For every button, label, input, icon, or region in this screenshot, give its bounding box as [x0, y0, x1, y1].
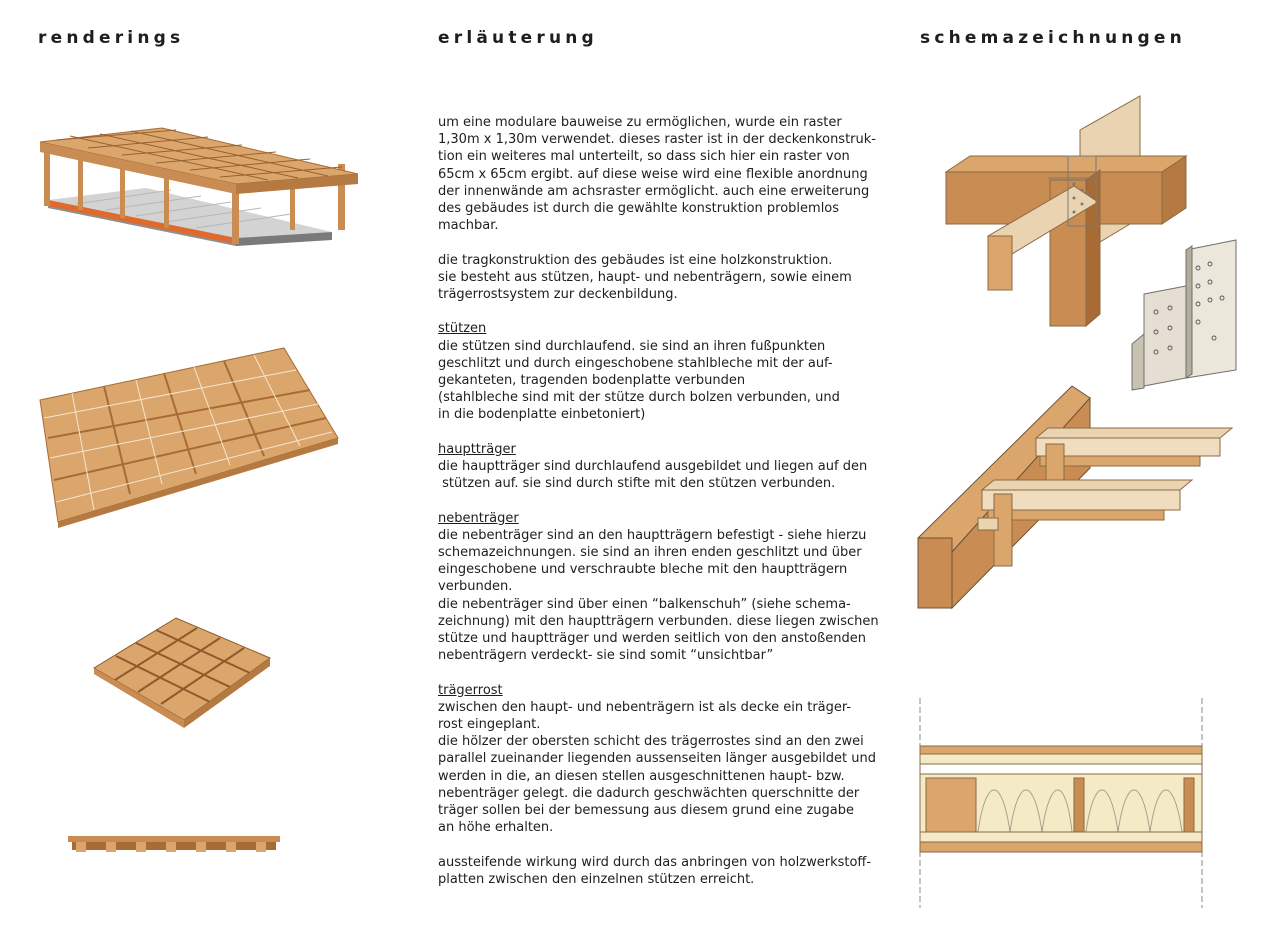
text-line: tion ein weiteres mal unterteilt, so dass sich hier ein raster von [438, 149, 850, 165]
text-line: träger sollen bei der bemessung aus diesem grund eine zugabe [438, 803, 855, 819]
schema-floor-section [916, 698, 1206, 910]
schema-nebentraeger-connection [916, 384, 1236, 612]
paragraph-aussteifung [438, 854, 872, 888]
text-line: gekanteten, tragenden bodenplatte verbunden [438, 373, 746, 389]
text-line: aussteifende wirkung wird durch das anbringen von holzwerkstoff- [438, 854, 872, 870]
text-line: machbar. [438, 218, 499, 234]
text-line: parallel zueinander liegenden aussenseiten länger ausgebildet und [438, 751, 876, 767]
text-line: zwischen den haupt- und nebenträgern ist als decke ein träger- [438, 699, 852, 715]
text-line: schemazeichnungen. sie sind an ihren enden geschlitzt und über [438, 545, 862, 561]
text-line: nebenträger gelegt. die dadurch geschwächten querschnitte der [438, 785, 860, 801]
text-line: die nebenträger sind an den hauptträgern befestigt - siehe hierzu [438, 527, 867, 543]
text-line: nebenträgern verdeckt- sie sind somit “unsichtbar” [438, 648, 774, 664]
header-erlaeuterung: erläuterung [438, 28, 598, 48]
text-line: stütze und hauptträger und werden seitlich von den anstoßenden [438, 631, 866, 647]
text-line: an höhe erhalten. [438, 820, 554, 836]
rendering-building-frame [36, 122, 366, 314]
text-line: die nebenträger sind über einen “balkenschuh” (siehe schema- [438, 596, 851, 612]
heading-haupttraeger: hauptträger [438, 441, 516, 457]
rendering-slab-elevation [66, 834, 282, 858]
text-line: sie besteht aus stützen, haupt- und nebenträgern, sowie einem [438, 269, 852, 285]
rendering-grid-detail [92, 616, 272, 730]
text-line: (stahlbleche sind mit der stütze durch bolzen verbunden, und [438, 390, 840, 406]
text-line: geschlitzt und durch eingeschobene stahlbleche mit der auf- [438, 355, 833, 371]
explanation-text [438, 114, 879, 905]
text-line: zeichnung) mit den hauptträgern verbunden. diese liegen zwischen [438, 613, 879, 629]
paragraph-stuetzen [438, 320, 858, 423]
rendering-grid-slab [38, 346, 340, 528]
heading-traegerrost: trägerrost [438, 682, 503, 698]
text-line: rost eingeplant. [438, 717, 541, 733]
paragraph-haupttraeger [438, 441, 868, 493]
text-line: die hauptträger sind durchlaufend ausgebildet und liegen auf den [438, 459, 868, 475]
text-line: eingeschobene und verschraubte bleche mit den hauptträgern [438, 562, 848, 578]
text-line: die hölzer der obersten schicht des trägerrostes sind an den zwei [438, 734, 864, 750]
text-line: die stützen sind durchlaufend. sie sind an ihren fußpunkten [438, 338, 826, 354]
text-line: 65cm x 65cm ergibt. auf diese weise wird eine flexible anordnung [438, 166, 868, 182]
text-line: die tragkonstruktion des gebäudes ist eine holzkonstruktion. [438, 252, 833, 268]
paragraph-traegerrost [438, 682, 876, 837]
paragraph-nebentraeger [438, 510, 879, 665]
heading-nebentraeger: nebenträger [438, 510, 519, 526]
text-line: verbunden. [438, 579, 513, 595]
heading-stuetzen: stützen [438, 321, 487, 337]
text-line: 1,30m x 1,30m verwendet. dieses raster ist in der deckenkonstruk- [438, 132, 876, 148]
schema-balkenschuh [1130, 238, 1242, 392]
paragraph-intro [438, 114, 876, 234]
text-line: platten zwischen den einzelnen stützen erreicht. [438, 871, 755, 887]
text-line: des gebäudes ist durch die gewählte konstruktion problemlos [438, 201, 840, 217]
text-line: der innenwände am achsraster ermöglicht. auch eine erweiterung [438, 183, 870, 199]
text-line: in die bodenplatte einbetoniert) [438, 407, 646, 423]
text-line: stützen auf. sie sind durch stifte mit den stützen verbunden. [438, 476, 836, 492]
header-schemazeichnungen: schemazeichnungen [920, 28, 1186, 48]
header-renderings: renderings [38, 28, 185, 48]
paragraph-tragkonstruktion [438, 252, 858, 304]
text-line: um eine modulare bauweise zu ermöglichen, wurde ein raster [438, 115, 842, 130]
text-line: werden in die, an diesen stellen ausgeschnittenen haupt- bzw. [438, 768, 845, 784]
text-line: trägerrostsystem zur deckenbildung. [438, 287, 678, 303]
